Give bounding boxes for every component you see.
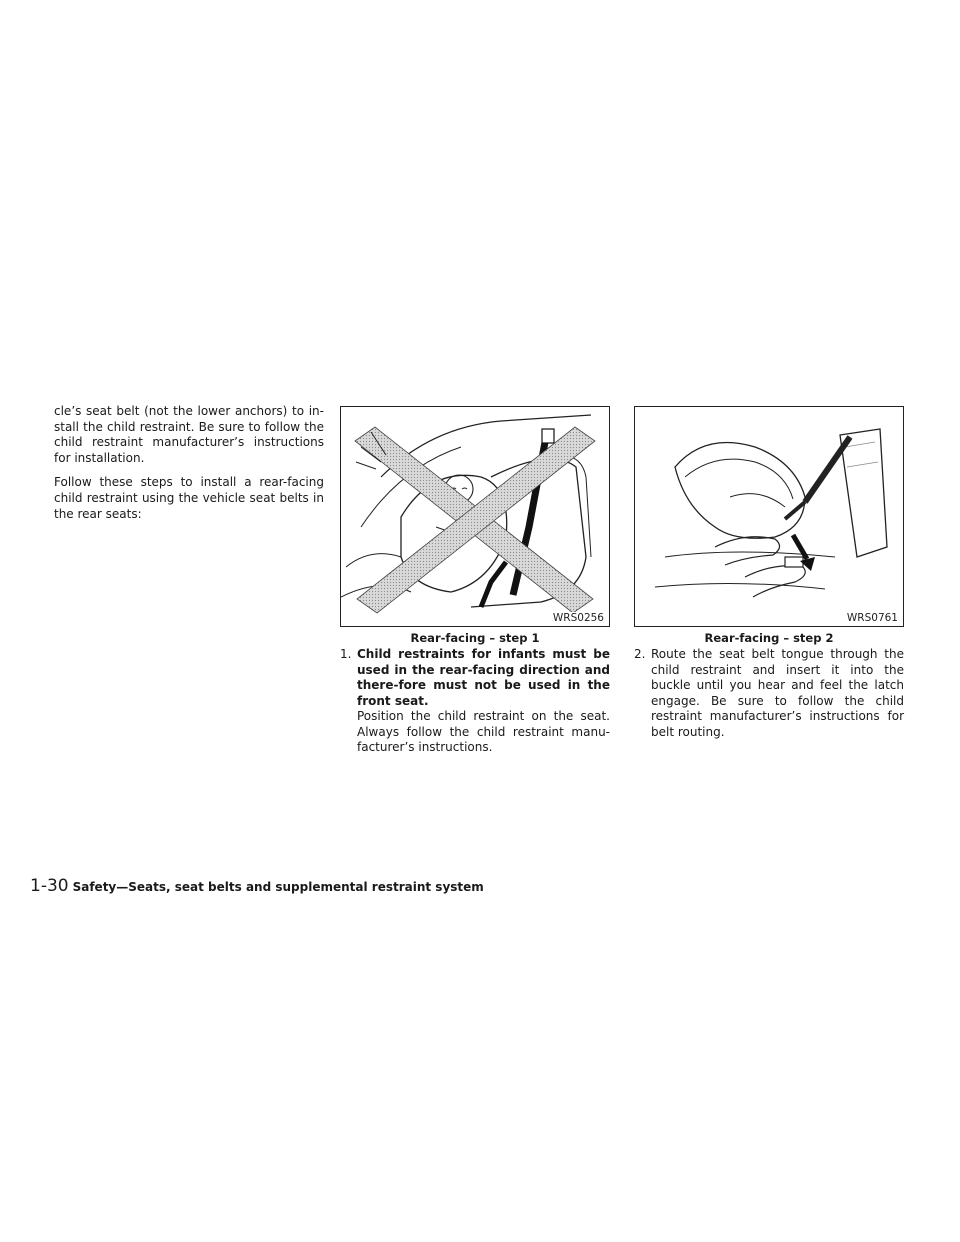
step-number: 1. — [340, 647, 352, 661]
figure-rear-facing-step-2 — [634, 406, 904, 627]
figure-caption: Rear-facing – step 2 — [704, 631, 834, 645]
child-seat-crossed-out-illustration — [341, 407, 609, 626]
figure-code: WRS0761 — [846, 612, 898, 624]
figure-caption: Rear-facing – step 1 — [410, 631, 540, 645]
section-title: Safety—Seats, seat belts and supplemental restraint system — [72, 880, 484, 894]
step-text: Position the child restraint on the seat. Always follow the child restraint manu-facturer’s instructions. — [357, 709, 610, 754]
step-warning-text: Child restraints for infants must be used in the rear-facing direction and there-fore must not be used in the front seat. — [357, 647, 610, 708]
figure-rear-facing-step-1 — [340, 406, 610, 627]
step-1 — [340, 647, 610, 756]
step-text: Route the seat belt tongue through the child restraint and insert it into the buckle until you hear and feel the latch engage. Be sure to follow the child restraint manufacturer’s instructions for belt routing. — [651, 647, 904, 739]
step-number: 2. — [634, 647, 646, 661]
figure-code: WRS0256 — [552, 612, 604, 624]
intro-column — [54, 404, 324, 531]
step-2 — [634, 647, 904, 740]
seat-belt-routing-illustration — [635, 407, 903, 626]
intro-paragraph: cle’s seat belt (not the lower anchors) to in-stall the child restraint. Be sure to follow the child restraint manufacturer’s instructions for installation. — [54, 404, 324, 465]
page-number: 1-30 — [30, 876, 69, 896]
page-footer — [30, 876, 484, 896]
intro-paragraph: Follow these steps to install a rear-facing child restraint using the vehicle seat belts in the rear seats: — [54, 475, 324, 521]
